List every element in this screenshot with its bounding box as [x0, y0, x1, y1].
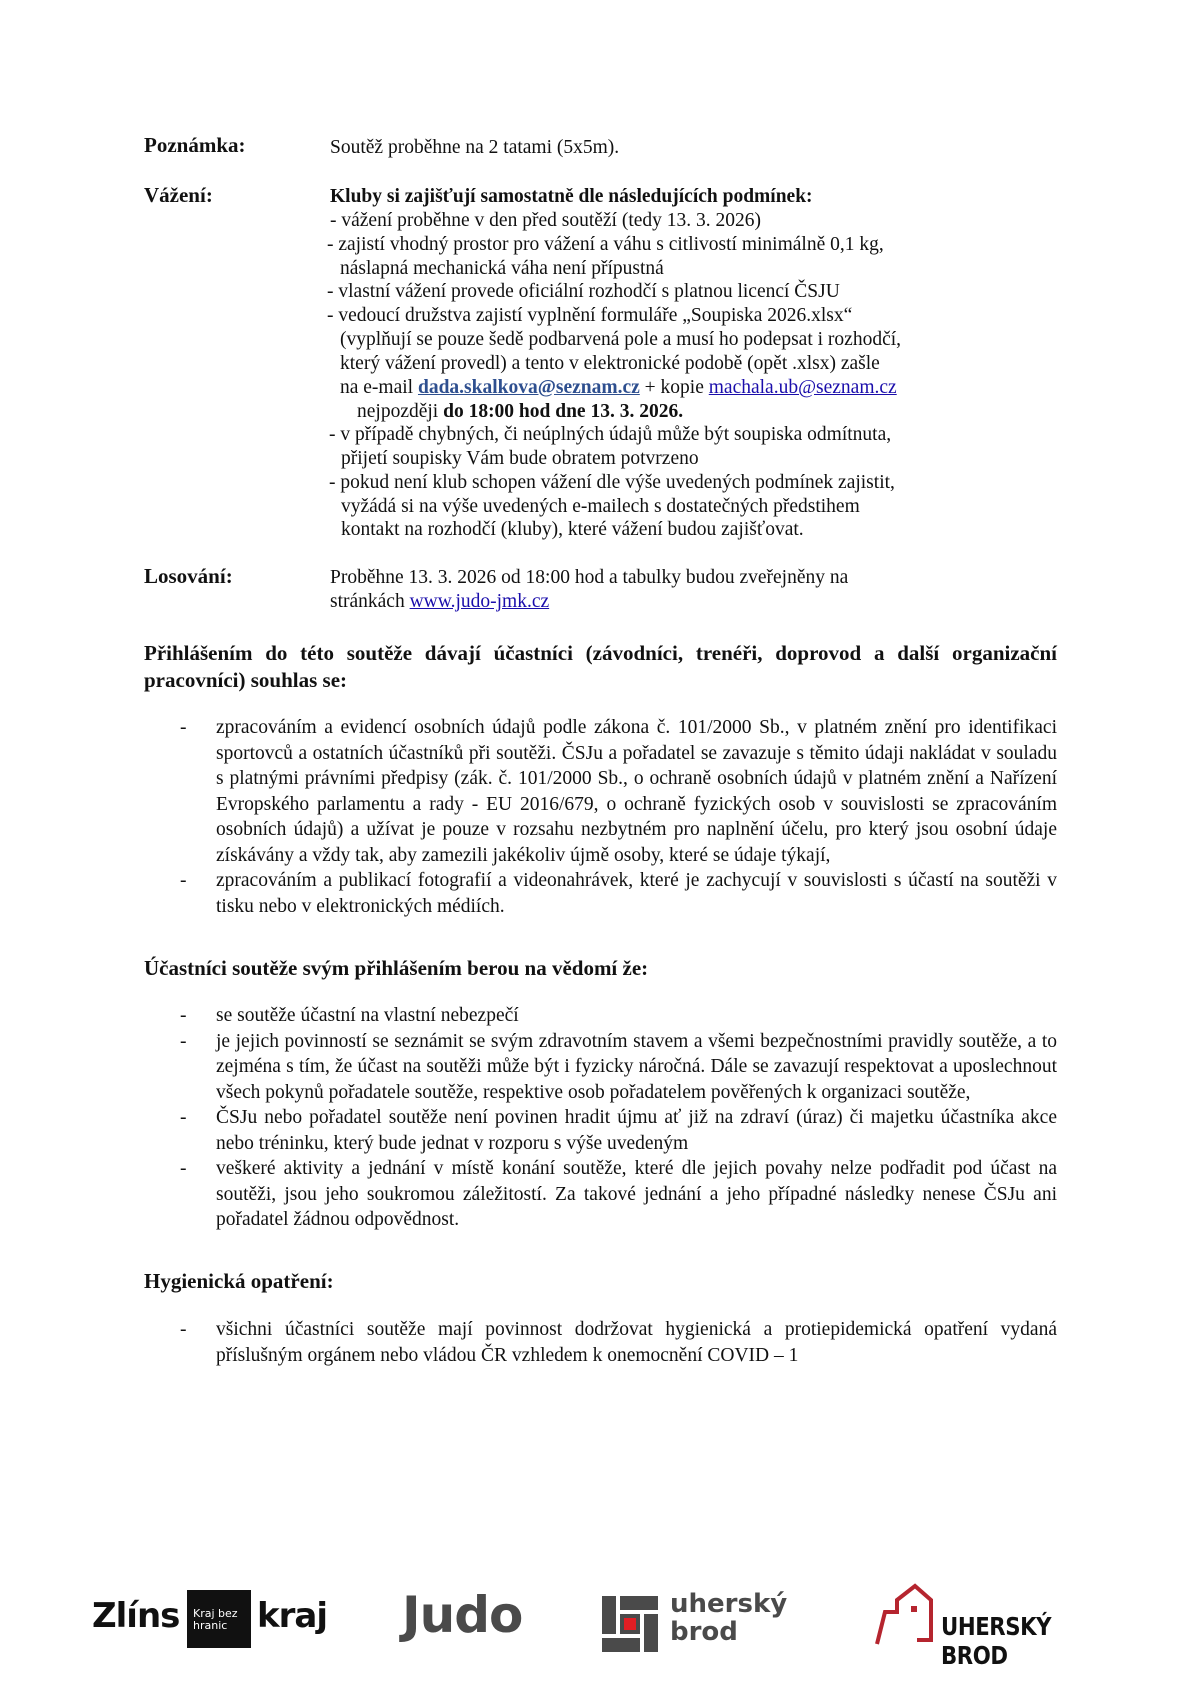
- primary-email-link[interactable]: dada.skalkova@seznam.cz: [417, 377, 640, 398]
- judo-tatami-icon: [602, 1596, 658, 1652]
- weighing-line: - v případě chybných, či neúplných údajů může být soupiska odmítnuta,: [329, 424, 892, 445]
- weighing-line: náslapná mechanická váha není přípustná: [340, 258, 664, 279]
- list-item-text: zpracováním a publikací fotografií a videonahrávek, které je zachycují v souvislosti s účastí na soutěži v tisku nebo v elektronických médiích.: [216, 870, 1057, 917]
- bullet-dash: -: [180, 1005, 187, 1026]
- judo-logo-subtitle: [670, 1590, 787, 1646]
- deadline-date: do 18:00 hod dne 13. 3. 2026.: [443, 401, 684, 422]
- weighing-line: přijetí soupisky Vám bude obratem potvrzeno: [341, 448, 699, 469]
- email-prefix: na e-mail: [340, 377, 418, 398]
- website-link[interactable]: www.judo-jmk.cz: [409, 591, 550, 612]
- draw-line-2: [330, 589, 549, 614]
- judo-logo-word: Judo: [402, 1586, 523, 1644]
- list-item-text: veškeré aktivity a jednání v místě konání soutěže, které dle jejich povahy nelze podřadit pod účast na soutěži, jsou jeho soukromou záležitostí. Za takové jednání a jeho případné následky nenese ČSJu ani pořadatel žádnou odpovědnost.: [216, 1158, 1057, 1230]
- list-item-text: všichni účastníci soutěže mají povinnost dodržovat hygienická a protiepidemická opatření vydaná příslušným orgánem nebo vládou ČR vzhledem k onemocnění COVID – 1: [216, 1319, 1057, 1366]
- draw-line: Proběhne 13. 3. 2026 od 18:00 hod a tabulky budou zveřejněny na: [330, 567, 849, 588]
- list-item-text: je jejich povinností se seznámit se svým zdravotním stavem a všemi bezpečnostními pravidly soutěže, a to zejména s tím, že účast na soutěži může být i fyzicky náročná. Dále se zavazují respektovat a uposlechnout všech pokynů pořadatele soutěže, respektive osob pořadatelem pověřených k organizaci soutěže,: [216, 1030, 1057, 1103]
- hygiene-list: [180, 1317, 1057, 1368]
- list-item: [180, 715, 1057, 868]
- email-joiner: + kopie: [639, 377, 709, 398]
- draw-label: Losování:: [144, 564, 233, 588]
- note-label: Poznámka:: [144, 133, 246, 157]
- list-item: [180, 1317, 1057, 1368]
- note-text: Soutěž proběhne na 2 tatami (5x5m).: [330, 137, 620, 158]
- consent-list: [180, 715, 1057, 919]
- bullet-dash: -: [180, 1030, 187, 1052]
- acknowledge-list: [180, 1003, 1057, 1233]
- list-item-text: zpracováním a evidencí osobních údajů podle zákona č. 101/2000 Sb., v platném znění pro identifikaci sportovců a ostatních účastníků při soutěži. ČSJu a pořadatel se zavazuje s těmito údaji nakládat v souladu s platnými právními předpisy (zák. č. 101/2000 Sb., o ochraně osobních údajů v platném znění a Nařízení Evropského parlamentu a rady - EU 2016/679, o ochraně fyzických osob v souvislosti se zpracováním osobních údajů) a užívat je pouze v rozsahu nezbytném pro naplnění účelu, pro který jsou osobní údaje získávány a vždy tak, aby zamezili jakékoliv újmě osoby, které se údaje týkají,: [216, 717, 1057, 866]
- weighing-line: - zajistí vhodný prostor pro vážení a váhu s citlivostí minimálně 0,1 kg,: [327, 234, 884, 255]
- zlin-logo-left-text: Zlíns: [92, 1596, 180, 1636]
- bullet-dash: -: [180, 870, 187, 891]
- list-item: [180, 1105, 1057, 1156]
- list-item-text: se soutěže účastní na vlastní nebezpečí: [216, 1005, 519, 1026]
- weighing-intro: Kluby si zajišťují samostatně dle následujících podmínek:: [330, 186, 813, 207]
- deadline-line: [357, 399, 683, 424]
- zlin-logo-right-text: kraj: [257, 1596, 327, 1636]
- bullet-dash: -: [180, 717, 187, 738]
- weighing-line: - vážení proběhne v den před soutěží (tedy 13. 3. 2026): [330, 210, 762, 231]
- bullet-dash: -: [180, 1158, 187, 1179]
- draw-prefix: stránkách: [330, 591, 410, 612]
- hygiene-heading: Hygienická opatření:: [144, 1269, 334, 1293]
- copy-email-link[interactable]: machala.ub@seznam.cz: [708, 377, 897, 398]
- judo-logo-line-1: uherský: [670, 1589, 788, 1619]
- weighing-label: Vážení:: [144, 183, 213, 207]
- weighing-line: vyžádá si na výše uvedených e-mailech s dostatečných předstihem: [341, 496, 860, 517]
- weighing-line: - vedoucí družstva zajistí vyplnění formuláře „Soupiska 2026.xlsx“: [327, 305, 853, 326]
- bullet-dash: -: [180, 1107, 187, 1128]
- list-item: [180, 868, 1057, 919]
- weighing-line: který vážení provedl) a tento v elektronické podobě (opět .xlsx) zašle: [340, 353, 880, 374]
- bullet-dash: -: [180, 1319, 187, 1340]
- weighing-line: (vyplňují se pouze šedě podbarvená pole a musí ho podepsat i rozhodčí,: [340, 329, 902, 350]
- acknowledge-heading: Účastníci soutěže svým přihlášením berou na vědomí že:: [144, 956, 649, 980]
- email-line: [340, 375, 897, 400]
- deadline-prefix: nejpozději: [357, 401, 444, 422]
- judo-logo-line-2: brod: [670, 1617, 738, 1647]
- weighing-line: - vlastní vážení provede oficiální rozhodčí s platnou licencí ČSJU: [327, 281, 840, 302]
- list-item: [180, 1156, 1057, 1233]
- list-item-text: ČSJu nebo pořadatel soutěže není povinen hradit újmu ať již na zdraví (úraz) či majetku účastníka akce nebo tréninku, který bude jednat v rozporu s výše uvedeným: [216, 1107, 1057, 1154]
- list-item: [180, 1003, 1057, 1029]
- weighing-line: kontakt na rozhodčí (kluby), které vážení budou zajišťovat.: [341, 519, 804, 540]
- uhersky-brod-text: UHERSKÝ BROD: [941, 1612, 1052, 1670]
- zlin-logo-box: Kraj bez hranic: [187, 1590, 251, 1648]
- consent-heading: Přihlášením do této soutěže dávají účastníci (závodníci, trenéři, doprovod a další organizační pracovníci) souhlas se:: [144, 641, 1057, 692]
- weighing-line: - pokud není klub schopen vážení dle výše uvedených podmínek zajistit,: [329, 472, 895, 493]
- list-item: [180, 1029, 1057, 1106]
- castle-house-icon: [875, 1582, 937, 1646]
